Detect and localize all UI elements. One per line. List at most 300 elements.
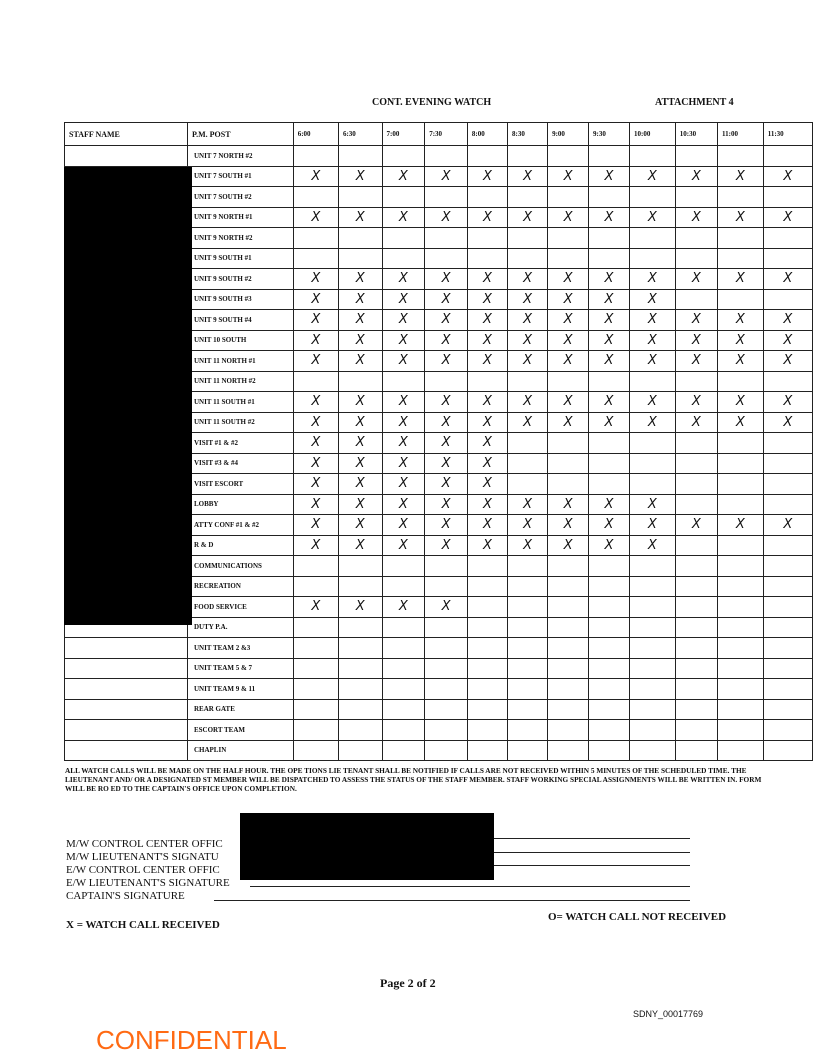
watch-mark-cell [338, 228, 382, 249]
watch-mark-cell [589, 556, 630, 577]
watch-mark-cell: X [425, 515, 468, 536]
post-cell: UNIT 11 NORTH #1 [187, 351, 293, 372]
watch-mark-cell [718, 556, 764, 577]
staff-name-cell [65, 658, 188, 679]
watch-mark-cell [293, 371, 338, 392]
watch-mark-cell: X [382, 453, 425, 474]
watch-mark-cell [293, 187, 338, 208]
watch-mark-cell [507, 658, 547, 679]
post-cell: CHAPLIN [187, 740, 293, 761]
watch-mark-cell [425, 679, 468, 700]
watch-mark-cell: X [629, 289, 675, 310]
watch-mark-cell [293, 658, 338, 679]
time-header: 10:00 [629, 123, 675, 146]
watch-mark-cell [763, 289, 812, 310]
watch-mark-cell [718, 371, 764, 392]
watch-mark-cell [548, 433, 589, 454]
time-header: 9:30 [589, 123, 630, 146]
watch-mark-cell [293, 638, 338, 659]
watch-mark-cell: X [763, 166, 812, 187]
watch-mark-cell [718, 597, 764, 618]
watch-mark-cell: X [338, 453, 382, 474]
watch-mark-cell: X [293, 535, 338, 556]
watch-mark-cell: X [507, 330, 547, 351]
post-cell: UNIT 9 SOUTH #3 [187, 289, 293, 310]
watch-mark-cell [629, 556, 675, 577]
watch-mark-cell: X [338, 412, 382, 433]
watch-mark-cell [338, 679, 382, 700]
watch-mark-cell [718, 617, 764, 638]
watch-mark-cell [293, 679, 338, 700]
watch-mark-cell: X [467, 330, 507, 351]
watch-mark-cell: X [548, 166, 589, 187]
post-cell: FOOD SERVICE [187, 597, 293, 618]
watch-mark-cell [548, 146, 589, 167]
watch-mark-cell [507, 638, 547, 659]
watch-mark-cell [763, 679, 812, 700]
watch-mark-cell: X [382, 515, 425, 536]
watch-mark-cell [507, 679, 547, 700]
watch-mark-cell [629, 228, 675, 249]
signature-label: CAPTAIN'S SIGNATURE [66, 890, 185, 902]
watch-mark-cell [338, 720, 382, 741]
post-header: P.M. POST [187, 123, 293, 146]
watch-mark-cell: X [382, 351, 425, 372]
time-header: 6:30 [338, 123, 382, 146]
staff-name-cell [65, 699, 188, 720]
watch-mark-cell: X [338, 310, 382, 331]
legend-not-received: O= WATCH CALL NOT RECEIVED [548, 911, 727, 923]
watch-mark-cell: X [507, 412, 547, 433]
watch-mark-cell: X [425, 207, 468, 228]
watch-mark-cell: X [718, 330, 764, 351]
time-header: 11:30 [763, 123, 812, 146]
watch-mark-cell [467, 228, 507, 249]
post-cell: REAR GATE [187, 699, 293, 720]
watch-mark-cell: X [589, 351, 630, 372]
watch-mark-cell: X [293, 207, 338, 228]
staff-name-header: STAFF NAME [65, 123, 188, 146]
watch-mark-cell [629, 679, 675, 700]
watch-mark-cell [763, 453, 812, 474]
post-cell: UNIT 11 SOUTH #2 [187, 412, 293, 433]
watch-mark-cell: X [425, 166, 468, 187]
watch-mark-cell [675, 576, 717, 597]
watch-mark-cell [425, 740, 468, 761]
watch-mark-cell: X [718, 269, 764, 290]
watch-mark-cell [675, 228, 717, 249]
watch-mark-cell [425, 146, 468, 167]
watch-mark-cell [763, 597, 812, 618]
watch-mark-cell: X [382, 433, 425, 454]
watch-mark-cell: X [467, 289, 507, 310]
confidential-stamp: CONFIDENTIAL [96, 1025, 287, 1055]
watch-mark-cell: X [293, 351, 338, 372]
watch-mark-cell [293, 228, 338, 249]
watch-mark-cell [425, 658, 468, 679]
watch-mark-cell [507, 228, 547, 249]
watch-mark-cell: X [675, 515, 717, 536]
watch-mark-cell [507, 474, 547, 495]
watch-mark-cell: X [548, 392, 589, 413]
watch-mark-cell [763, 146, 812, 167]
watch-mark-cell [718, 146, 764, 167]
signature-label: E/W CONTROL CENTER OFFIC [66, 864, 220, 876]
watch-mark-cell: X [293, 433, 338, 454]
watch-mark-cell: X [675, 207, 717, 228]
watch-mark-cell [425, 699, 468, 720]
watch-mark-cell: X [293, 392, 338, 413]
watch-mark-cell: X [425, 597, 468, 618]
watch-mark-cell: X [467, 453, 507, 474]
watch-mark-cell [718, 433, 764, 454]
watch-mark-cell: X [467, 269, 507, 290]
watch-mark-cell [548, 617, 589, 638]
table-row [65, 699, 813, 720]
watch-mark-cell [589, 248, 630, 269]
watch-mark-cell [629, 146, 675, 167]
post-cell: ESCORT TEAM [187, 720, 293, 741]
watch-mark-cell: X [763, 351, 812, 372]
watch-mark-cell [718, 494, 764, 515]
redaction-block [240, 813, 494, 880]
watch-mark-cell: X [425, 412, 468, 433]
watch-mark-cell [382, 371, 425, 392]
watch-mark-cell [763, 556, 812, 577]
watch-mark-cell: X [629, 330, 675, 351]
watch-mark-cell [548, 720, 589, 741]
watch-mark-cell: X [507, 392, 547, 413]
watch-mark-cell: X [382, 166, 425, 187]
watch-mark-cell: X [338, 433, 382, 454]
post-cell: UNIT 9 NORTH #1 [187, 207, 293, 228]
watch-mark-cell: X [718, 412, 764, 433]
watch-mark-cell [467, 617, 507, 638]
watch-mark-cell [675, 289, 717, 310]
redaction-block [64, 167, 192, 625]
post-cell: UNIT 7 NORTH #2 [187, 146, 293, 167]
time-header: 6:00 [293, 123, 338, 146]
watch-mark-cell [629, 474, 675, 495]
post-cell: DUTY P.A. [187, 617, 293, 638]
watch-mark-cell [763, 720, 812, 741]
watch-mark-cell [718, 740, 764, 761]
watch-mark-cell [629, 433, 675, 454]
watch-mark-cell [467, 576, 507, 597]
post-cell: VISIT #3 & #4 [187, 453, 293, 474]
watch-mark-cell [589, 699, 630, 720]
watch-mark-cell [467, 248, 507, 269]
watch-mark-cell [467, 658, 507, 679]
watch-mark-cell [338, 371, 382, 392]
watch-mark-cell: X [507, 515, 547, 536]
watch-mark-cell [675, 740, 717, 761]
watch-mark-cell [589, 474, 630, 495]
watch-mark-cell: X [467, 310, 507, 331]
watch-mark-cell [293, 720, 338, 741]
post-cell: UNIT TEAM 2 &3 [187, 638, 293, 659]
signature-line [214, 900, 690, 901]
watch-mark-cell: X [425, 494, 468, 515]
time-header: 7:00 [382, 123, 425, 146]
post-cell: R & D [187, 535, 293, 556]
watch-mark-cell: X [548, 535, 589, 556]
watch-mark-cell [675, 474, 717, 495]
watch-mark-cell: X [293, 289, 338, 310]
watch-mark-cell: X [718, 515, 764, 536]
watch-mark-cell [675, 187, 717, 208]
watch-mark-cell [675, 371, 717, 392]
watch-mark-cell: X [425, 474, 468, 495]
watch-mark-cell [629, 699, 675, 720]
watch-mark-cell [763, 248, 812, 269]
watch-mark-cell: X [293, 269, 338, 290]
watch-mark-cell [675, 720, 717, 741]
watch-mark-cell [507, 371, 547, 392]
watch-mark-cell: X [675, 269, 717, 290]
table-row [65, 658, 813, 679]
signature-line [493, 838, 690, 839]
watch-mark-cell [763, 371, 812, 392]
watch-mark-cell: X [548, 207, 589, 228]
watch-mark-cell: X [763, 392, 812, 413]
watch-mark-cell: X [467, 433, 507, 454]
watch-mark-cell [589, 576, 630, 597]
watch-mark-cell: X [589, 310, 630, 331]
post-cell: COMMUNICATIONS [187, 556, 293, 577]
watch-mark-cell [548, 576, 589, 597]
watch-mark-cell [338, 146, 382, 167]
watch-mark-cell [548, 679, 589, 700]
staff-name-cell [65, 679, 188, 700]
watch-mark-cell: X [629, 515, 675, 536]
watch-mark-cell [629, 248, 675, 269]
watch-mark-cell [629, 658, 675, 679]
watch-mark-cell [382, 248, 425, 269]
watch-mark-cell [675, 597, 717, 618]
watch-mark-cell: X [467, 535, 507, 556]
watch-mark-cell: X [548, 351, 589, 372]
watch-mark-cell [338, 576, 382, 597]
watch-mark-cell [629, 371, 675, 392]
watch-mark-cell [589, 720, 630, 741]
watch-mark-cell [425, 576, 468, 597]
table-header-row [65, 123, 813, 146]
watch-mark-cell [467, 740, 507, 761]
watch-mark-cell [718, 679, 764, 700]
watch-mark-cell: X [467, 474, 507, 495]
watch-mark-cell: X [293, 412, 338, 433]
watch-mark-cell: X [338, 597, 382, 618]
watch-mark-cell: X [718, 392, 764, 413]
watch-mark-cell: X [763, 310, 812, 331]
watch-mark-cell: X [589, 330, 630, 351]
watch-mark-cell [763, 638, 812, 659]
watch-mark-cell [382, 146, 425, 167]
watch-mark-cell [675, 433, 717, 454]
watch-mark-cell: X [718, 351, 764, 372]
watch-mark-cell [675, 453, 717, 474]
watch-mark-cell [763, 535, 812, 556]
watch-mark-cell: X [507, 310, 547, 331]
watch-mark-cell [548, 638, 589, 659]
watch-mark-cell [675, 146, 717, 167]
watch-mark-cell [293, 146, 338, 167]
post-cell: UNIT 9 SOUTH #2 [187, 269, 293, 290]
post-cell: VISIT ESCORT [187, 474, 293, 495]
watch-mark-cell: X [382, 494, 425, 515]
watch-mark-cell [507, 740, 547, 761]
watch-mark-cell [338, 248, 382, 269]
watch-mark-cell [293, 617, 338, 638]
watch-mark-cell [675, 658, 717, 679]
watch-mark-cell [589, 371, 630, 392]
watch-mark-cell [718, 228, 764, 249]
watch-mark-cell: X [293, 310, 338, 331]
watch-mark-cell [629, 187, 675, 208]
watch-mark-cell: X [425, 269, 468, 290]
watch-mark-cell [675, 556, 717, 577]
watch-mark-cell [507, 433, 547, 454]
watch-mark-cell [507, 576, 547, 597]
watch-mark-cell [718, 576, 764, 597]
watch-mark-cell: X [425, 351, 468, 372]
watch-mark-cell: X [589, 412, 630, 433]
watch-mark-cell: X [718, 166, 764, 187]
watch-mark-cell [507, 617, 547, 638]
watch-mark-cell: X [718, 310, 764, 331]
watch-mark-cell [548, 453, 589, 474]
page-number: Page 2 of 2 [380, 976, 436, 990]
watch-mark-cell [763, 228, 812, 249]
watch-mark-cell: X [675, 166, 717, 187]
watch-mark-cell [675, 699, 717, 720]
watch-mark-cell [589, 597, 630, 618]
watch-mark-cell [425, 248, 468, 269]
watch-mark-cell: X [293, 166, 338, 187]
watch-mark-cell [382, 679, 425, 700]
watch-mark-cell [467, 556, 507, 577]
watch-mark-cell [718, 187, 764, 208]
watch-mark-cell [382, 576, 425, 597]
signature-line [250, 886, 690, 887]
watch-mark-cell: X [293, 474, 338, 495]
watch-mark-cell [718, 638, 764, 659]
watch-mark-cell: X [675, 351, 717, 372]
watch-mark-cell [425, 371, 468, 392]
watch-mark-cell: X [293, 453, 338, 474]
watch-mark-cell [382, 187, 425, 208]
watch-mark-cell [338, 638, 382, 659]
watch-mark-cell [338, 556, 382, 577]
watch-mark-cell [382, 658, 425, 679]
watch-mark-cell: X [382, 412, 425, 433]
watch-mark-cell [507, 187, 547, 208]
watch-mark-cell: X [338, 166, 382, 187]
watch-mark-cell: X [507, 494, 547, 515]
watch-mark-cell [425, 638, 468, 659]
watch-mark-cell [718, 658, 764, 679]
watch-mark-cell: X [293, 494, 338, 515]
watch-mark-cell [629, 638, 675, 659]
post-cell: UNIT 10 SOUTH [187, 330, 293, 351]
watch-mark-cell [718, 720, 764, 741]
post-cell: UNIT 9 SOUTH #4 [187, 310, 293, 331]
watch-mark-cell: X [629, 351, 675, 372]
watch-mark-cell: X [718, 207, 764, 228]
watch-mark-cell [589, 658, 630, 679]
watch-mark-cell: X [382, 535, 425, 556]
watch-mark-cell: X [507, 166, 547, 187]
watch-mark-cell [675, 248, 717, 269]
watch-mark-cell [589, 679, 630, 700]
post-cell: UNIT 9 NORTH #2 [187, 228, 293, 249]
watch-mark-cell: X [338, 351, 382, 372]
watch-mark-cell [382, 699, 425, 720]
signature-label: M/W CONTROL CENTER OFFIC [66, 838, 223, 850]
legend-received: X = WATCH CALL RECEIVED [66, 919, 220, 931]
watch-mark-cell [293, 248, 338, 269]
watch-mark-cell [467, 187, 507, 208]
watch-mark-cell: X [589, 494, 630, 515]
watch-mark-cell [589, 228, 630, 249]
watch-mark-cell [293, 556, 338, 577]
watch-mark-cell [293, 576, 338, 597]
watch-mark-cell [425, 617, 468, 638]
watch-mark-cell [763, 474, 812, 495]
watch-mark-cell: X [763, 207, 812, 228]
watch-mark-cell: X [338, 494, 382, 515]
watch-mark-cell [548, 474, 589, 495]
watch-mark-cell: X [548, 289, 589, 310]
watch-mark-cell [763, 740, 812, 761]
watch-mark-cell [425, 228, 468, 249]
watch-mark-cell [382, 740, 425, 761]
watch-mark-cell [718, 248, 764, 269]
watch-mark-cell [467, 679, 507, 700]
signature-label: E/W LIEUTENANT'S SIGNATURE [66, 877, 230, 889]
table-row [65, 679, 813, 700]
watch-mark-cell: X [763, 412, 812, 433]
watch-mark-cell [718, 453, 764, 474]
watch-mark-cell [382, 228, 425, 249]
watch-mark-cell [763, 699, 812, 720]
watch-mark-cell [467, 720, 507, 741]
watch-mark-cell: X [467, 207, 507, 228]
watch-mark-cell: X [629, 166, 675, 187]
post-cell: UNIT 7 SOUTH #2 [187, 187, 293, 208]
watch-mark-cell [589, 453, 630, 474]
watch-mark-cell [382, 638, 425, 659]
watch-mark-cell: X [589, 207, 630, 228]
watch-mark-cell: X [675, 412, 717, 433]
watch-mark-cell: X [338, 269, 382, 290]
staff-name-cell [65, 740, 188, 761]
watch-mark-cell: X [382, 474, 425, 495]
post-cell: UNIT 11 SOUTH #1 [187, 392, 293, 413]
watch-mark-cell: X [507, 207, 547, 228]
watch-mark-cell [382, 556, 425, 577]
watch-mark-cell: X [293, 330, 338, 351]
table-row [65, 638, 813, 659]
watch-mark-cell [629, 720, 675, 741]
time-header: 8:00 [467, 123, 507, 146]
watch-mark-cell [548, 597, 589, 618]
watch-mark-cell: X [338, 207, 382, 228]
watch-mark-cell [629, 740, 675, 761]
staff-name-cell [65, 146, 188, 167]
watch-mark-cell [467, 638, 507, 659]
